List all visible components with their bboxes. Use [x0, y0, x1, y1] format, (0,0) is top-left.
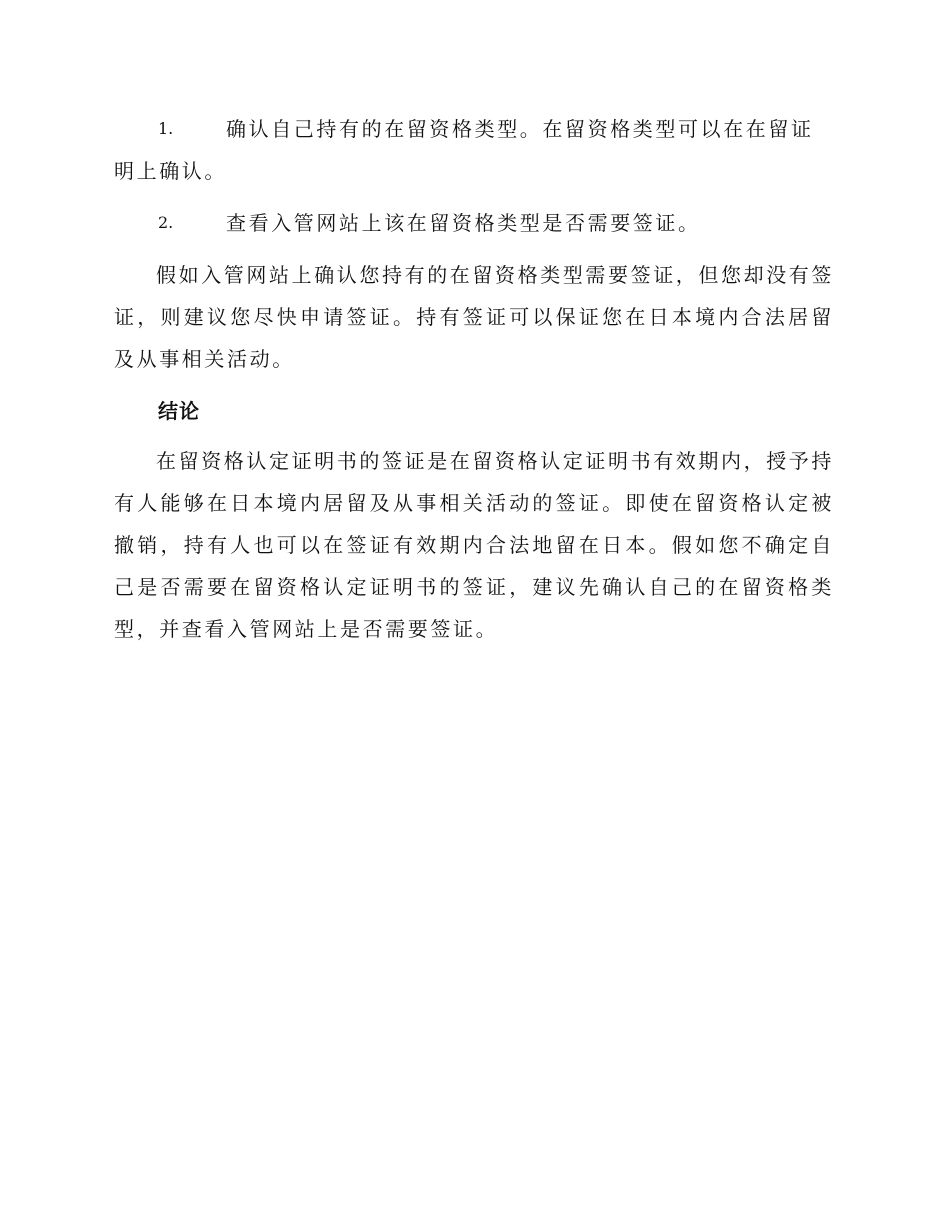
list-item-text: 确认自己持有的在留资格类型。在留资格类型可以在在留证明上确认。 — [114, 117, 814, 183]
document-body — [114, 108, 834, 660]
list-item-number: 1. — [158, 119, 174, 138]
paragraph-visa-advice: 假如入管网站上确认您持有的在留资格类型需要签证，但您却没有签证，则建议您尽快申请签证。持有签证可以保证您在日本境内合法居留及从事相关活动。 — [114, 263, 834, 371]
section-heading-conclusion: 结论 — [158, 399, 200, 423]
list-item-text: 查看入管网站上该在留资格类型是否需要签证。 — [226, 211, 701, 235]
paragraph-conclusion: 在留资格认定证明书的签证是在留资格认定证明书有效期内，授予持有人能够在日本境内居留及从事相关活动的签证。即使在留资格认定被撤销，持有人也可以在签证有效期内合法地留在日本。假如您不确定自己是否需要在留资格认定证明书的签证，建议先确认自己的在留资格类型，并查看入管网站上是否需要签证。 — [114, 449, 834, 641]
list-item-number: 2. — [158, 213, 174, 232]
list-item — [114, 202, 834, 244]
list-item — [114, 108, 834, 192]
